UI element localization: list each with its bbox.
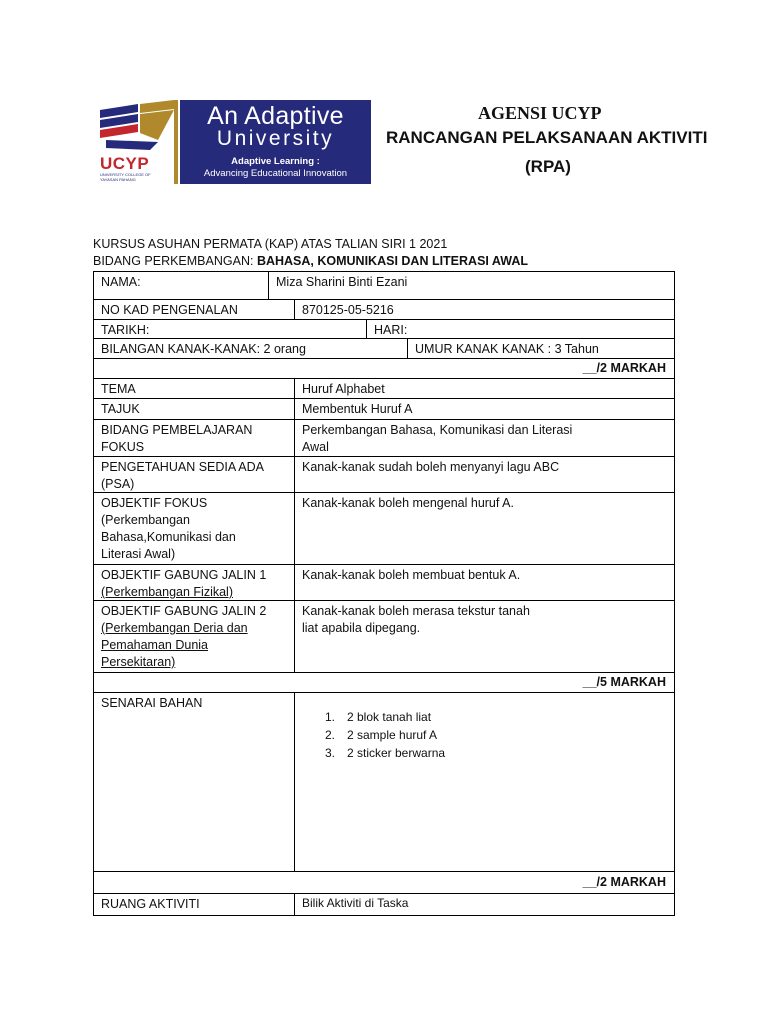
row-ruang-aktiviti [93,894,675,916]
tajuk-label: TAJUK [101,402,140,416]
row-tarikh [93,320,675,339]
list-item: 1. 2 blok tanah liat [325,710,432,724]
adaptive-university-banner [180,100,371,184]
senarai-bahan-list-cell [295,693,674,871]
objektif-fokus-value: Kanak-kanak boleh mengenal huruf A. [302,496,514,510]
psa-label [94,457,271,492]
row-senarai-bahan [93,693,675,872]
row-tajuk [93,399,675,420]
gold-divider [174,100,178,184]
banner-sub1: Adaptive Learning : [231,156,320,167]
row-psa [93,457,675,493]
materials-list [325,708,445,762]
objf-label-line1: OBJEKTIF FOKUS [101,496,208,510]
tema-value: Huruf Alphabet [302,382,385,396]
bidang-label-line1: BIDANG PEMBELAJARAN [101,423,253,437]
document-title: RANCANGAN PELAKSANAAN AKTIVITI [386,128,708,147]
row-markah-3 [93,872,675,894]
row-objektif-1 [93,565,675,601]
obj2-value-line2: liat apabila dipegang. [302,621,421,635]
ruang-aktiviti-value: Bilik Aktiviti di Taska [302,896,409,910]
psa-value: Kanak-kanak sudah boleh menyanyi lagu ABC [302,460,560,474]
banner-sub2: Advancing Educational Innovation [203,168,348,179]
obj2-label-line3: Pemahaman Dunia [101,638,209,652]
logo-text: UCYP [100,154,150,173]
row-nokad [93,300,675,320]
bidang-value-line1: Perkembangan Bahasa, Komunikasi dan Literasi [302,423,573,437]
hari-label: HARI: [374,323,408,337]
list-item: 2. 2 sample huruf A [325,728,438,742]
row-objektif-2 [93,601,675,673]
bidang-label-line2: FOKUS [101,440,145,454]
objf-label-line4: Literasi Awal) [101,547,176,561]
psa-label-line2: (PSA) [101,477,135,491]
markah-2: __/5 MARKAH [582,675,666,689]
obj2-label-line2: (Perkembangan Deria dan [101,621,248,635]
senarai-bahan-label: SENARAI BAHAN [101,696,203,710]
markah-3: __/2 MARKAH [582,875,666,889]
nokad-label: NO KAD PENGENALAN [101,303,238,317]
markah-1: __/2 MARKAH [582,361,666,375]
tarikh-label: TARIKH: [101,323,150,337]
agency-name: AGENSI UCYP [478,103,602,123]
objektif-2-label [94,601,273,672]
bidang-value [295,420,579,456]
bilangan-text: BILANGAN KANAK-KANAK: 2 orang [101,342,306,356]
bidang-label [94,420,259,456]
banner-line1: An Adaptive [207,102,344,130]
obj2-label-line1: OBJEKTIF GABUNG JALIN 2 [101,604,267,618]
banner-line2: University [216,127,335,150]
row-nama [93,271,675,300]
field-value: BAHASA, KOMUNIKASI DAN LITERASI AWAL [256,254,529,268]
obj2-value-line1: Kanak-kanak boleh merasa tekstur tanah [302,604,530,618]
row-objektif-fokus [93,493,675,565]
logo-small-text: UNIVERSITY COLLEGE OF YAYASAN PAHANG [100,172,151,182]
development-field [93,254,528,268]
obj1-label-line1: OBJEKTIF GABUNG JALIN 1 [101,568,267,582]
objf-label-line3: Bahasa,Komunikasi dan [101,530,236,544]
field-label: BIDANG PERKEMBANGAN: [93,254,257,268]
objektif-1-label [94,565,273,600]
document-title-abbr: (RPA) [525,157,571,176]
list-item: 3. 2 sticker berwarna [325,746,446,760]
obj2-label-line4: Persekitaran) [101,655,176,669]
tajuk-value: Membentuk Huruf A [302,402,413,416]
objf-label-line2: (Perkembangan [101,513,190,527]
nama-value: Miza Sharini Binti Ezani [276,275,408,289]
objektif-fokus-label [94,493,243,564]
obj1-label-line2: (Perkembangan Fizikal) [101,585,233,599]
row-markah-1 [93,359,675,379]
umur-text: UMUR KANAK KANAK : 3 Tahun [415,342,599,356]
row-bilangan [93,339,675,359]
row-tema [93,379,675,399]
nokad-value: 870125-05-5216 [302,303,394,317]
objektif-1-value: Kanak-kanak boleh membuat bentuk A. [302,568,521,582]
ucyp-logo [98,100,176,186]
psa-label-line1: PENGETAHUAN SEDIA ADA [101,460,265,474]
nama-label: NAMA: [101,275,141,289]
row-bidang [93,420,675,457]
ruang-aktiviti-label: RUANG AKTIVITI [101,897,200,911]
row-markah-2 [93,673,675,693]
bidang-value-line2: Awal [302,440,329,454]
tema-label: TEMA [101,382,136,396]
course-name: KURSUS ASUHAN PERMATA (KAP) ATAS TALIAN SIRI 1 2021 [93,237,448,251]
objektif-2-value [295,601,537,672]
